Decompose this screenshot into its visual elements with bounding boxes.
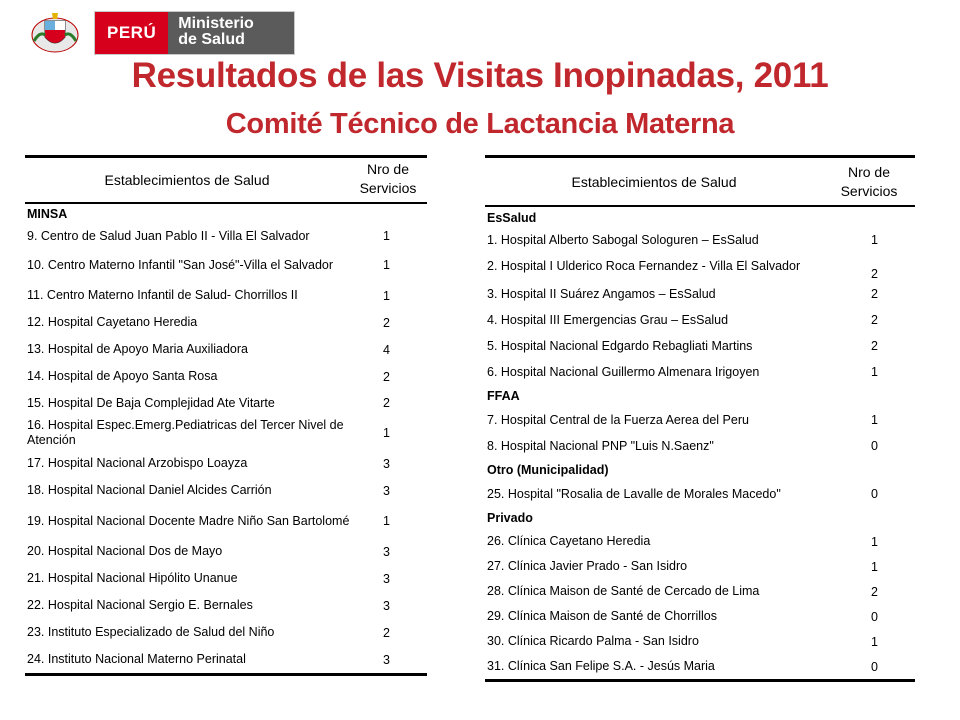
- table-row: [485, 481, 915, 507]
- establishment-name: 11. Centro Materno Infantil de Salud- Chorrillos II: [27, 288, 298, 302]
- establishment-name: 18. Hospital Nacional Daniel Alcides Carrión: [27, 483, 272, 497]
- table-row: [485, 529, 915, 554]
- establishment-name: 23. Instituto Especializado de Salud del Niño: [27, 625, 275, 639]
- service-count: 2: [871, 287, 878, 301]
- right-table-body: [485, 207, 915, 679]
- table-row: [485, 433, 915, 459]
- service-count: 3: [383, 456, 390, 471]
- establishment-name: 4. Hospital III Emergencias Grau – EsSalud: [487, 312, 729, 327]
- logo-ministry-line1: Ministerio: [178, 15, 254, 32]
- establishment-name: 29. Clínica Maison de Santé de Chorrillos: [487, 609, 717, 623]
- service-count: 1: [871, 559, 878, 574]
- establishment-name: 14. Hospital de Apoyo Santa Rosa: [27, 369, 218, 383]
- header-services: [823, 158, 915, 205]
- table-row: [25, 309, 427, 336]
- table-row: [25, 450, 427, 477]
- group-label: Otro (Municipalidad): [487, 463, 609, 477]
- group-label: Privado: [487, 511, 533, 525]
- table-row: [485, 579, 915, 604]
- establishment-name: 9. Centro de Salud Juan Pablo II - Villa El Salvador: [27, 228, 310, 243]
- table-row: [25, 416, 427, 450]
- service-count: 1: [383, 288, 390, 303]
- establishment-name: 31. Clínica San Felipe S.A. - Jesús Maria: [487, 659, 715, 673]
- table-row: [485, 407, 915, 433]
- establishment-name: 25. Hospital "Rosalia de Lavalle de Morales Macedo": [487, 486, 781, 501]
- table-row: [25, 538, 427, 565]
- establishment-name: 10. Centro Materno Infantil "San José"-Villa el Salvador: [27, 257, 334, 272]
- establishment-name: 26. Clínica Cayetano Heredia: [487, 534, 651, 548]
- service-count: 1: [383, 229, 390, 243]
- establishment-name: 24. Instituto Nacional Materno Perinatal: [27, 652, 246, 666]
- header-establishments: Establecimientos de Salud: [104, 172, 270, 188]
- left-table: [25, 155, 427, 676]
- establishment-name: 28. Clínica Maison de Santé de Cercado de Lima: [487, 584, 760, 598]
- table-row: [485, 251, 915, 281]
- service-count: 2: [871, 584, 878, 599]
- table-row: [25, 619, 427, 646]
- establishment-name: 2. Hospital I Ulderico Roca Fernandez - Villa El Salvador: [487, 258, 801, 273]
- service-count: 0: [871, 609, 878, 624]
- service-count: 3: [383, 598, 390, 613]
- service-count: 2: [871, 339, 878, 353]
- establishment-name: 21. Hospital Nacional Hipólito Unanue: [27, 571, 238, 585]
- table-row: [485, 307, 915, 333]
- establishment-name: 6. Hospital Nacional Guillermo Almenara Irigoyen: [487, 364, 760, 379]
- table-row: [25, 504, 427, 538]
- page-title: Resultados de las Visitas Inopinadas, 2011: [131, 56, 829, 95]
- table-row: [25, 282, 427, 309]
- service-count: 1: [383, 426, 390, 440]
- service-count: 2: [383, 315, 390, 330]
- left-table-header: [25, 158, 427, 204]
- table-row: [25, 363, 427, 390]
- header-services-line2: Servicios: [840, 182, 898, 199]
- table-row: [25, 592, 427, 619]
- logo-ministry: [168, 12, 294, 54]
- service-count: 2: [871, 267, 878, 281]
- service-count: 1: [871, 413, 878, 427]
- table-row: [25, 224, 427, 248]
- establishment-name: 20. Hospital Nacional Dos de Mayo: [27, 544, 223, 558]
- group-label: FFAA: [487, 389, 520, 403]
- service-count: 0: [871, 439, 878, 453]
- service-count: 2: [383, 625, 390, 640]
- coat-of-arms-icon: [30, 11, 80, 55]
- service-count: 2: [383, 396, 390, 410]
- right-table-header: [485, 158, 915, 207]
- table-row: [25, 477, 427, 504]
- establishment-name: 22. Hospital Nacional Sergio E. Bernales: [27, 598, 253, 612]
- header-services-line1: Nro de: [847, 163, 891, 180]
- header-services-line2: Servicios: [359, 180, 417, 196]
- table-row: [25, 565, 427, 592]
- left-table-body: [25, 204, 427, 673]
- establishment-name: 5. Hospital Nacional Edgardo Rebagliati Martins: [487, 338, 753, 353]
- establishment-name: 16. Hospital Espec.Emerg.Pediatricas del Tercer Nivel de Atención: [27, 418, 344, 447]
- table-row: [25, 390, 427, 416]
- header-services: [349, 158, 427, 202]
- establishment-name: 15. Hospital De Baja Complejidad Ate Vitarte: [27, 395, 275, 410]
- establishment-name: 12. Hospital Cayetano Heredia: [27, 315, 198, 329]
- table-row: [25, 248, 427, 282]
- table-row: [485, 629, 915, 654]
- page-subtitle: Comité Técnico de Lactancia Materna: [225, 108, 735, 140]
- service-count: 2: [871, 313, 878, 327]
- service-count: 0: [871, 659, 878, 674]
- establishment-name: 1. Hospital Alberto Sabogal Sologuren – EsSalud: [487, 232, 759, 247]
- table-row: [485, 654, 915, 679]
- table-row: [25, 336, 427, 363]
- service-count: 1: [383, 514, 390, 528]
- service-count: 0: [871, 487, 878, 501]
- table-row: [485, 604, 915, 629]
- group-label: EsSalud: [487, 211, 537, 225]
- establishment-name: 17. Hospital Nacional Arzobispo Loayza: [27, 456, 248, 470]
- establishment-name: 7. Hospital Central de la Fuerza Aerea del Peru: [487, 412, 749, 427]
- logo-wordmark: [94, 11, 295, 55]
- service-count: 1: [383, 258, 390, 272]
- establishment-name: 30. Clínica Ricardo Palma - San Isidro: [487, 634, 699, 648]
- establishment-name: 3. Hospital II Suárez Angamos – EsSalud: [487, 286, 716, 301]
- service-count: 4: [383, 342, 390, 357]
- service-count: 3: [383, 652, 390, 667]
- group-label: MINSA: [27, 207, 68, 221]
- table-row: [485, 281, 915, 307]
- table-row: [485, 359, 915, 385]
- establishment-name: 8. Hospital Nacional PNP "Luis N.Saenz": [487, 438, 714, 453]
- logo-country: PERÚ: [95, 12, 168, 54]
- logo-ministry-line2: de Salud: [178, 31, 245, 48]
- establishment-name: 13. Hospital de Apoyo Maria Auxiliadora: [27, 342, 248, 356]
- service-count: 3: [383, 544, 390, 559]
- table-row: [485, 554, 915, 579]
- service-count: 1: [871, 233, 878, 247]
- ministry-logo: [30, 10, 295, 56]
- service-count: 1: [871, 365, 878, 379]
- service-count: 1: [871, 534, 878, 549]
- service-count: 2: [383, 369, 390, 384]
- table-row: [485, 229, 915, 251]
- table-row: [485, 333, 915, 359]
- right-table: [485, 155, 915, 682]
- service-count: 3: [383, 483, 390, 498]
- service-count: 3: [383, 571, 390, 586]
- establishment-name: 27. Clínica Javier Prado - San Isidro: [487, 559, 688, 573]
- establishment-name: 19. Hospital Nacional Docente Madre Niño San Bartolomé: [27, 513, 350, 528]
- service-count: 1: [871, 634, 878, 649]
- table-row: [25, 646, 427, 673]
- header-services-line1: Nro de: [366, 161, 410, 177]
- header-establishments: Establecimientos de Salud: [571, 173, 737, 190]
